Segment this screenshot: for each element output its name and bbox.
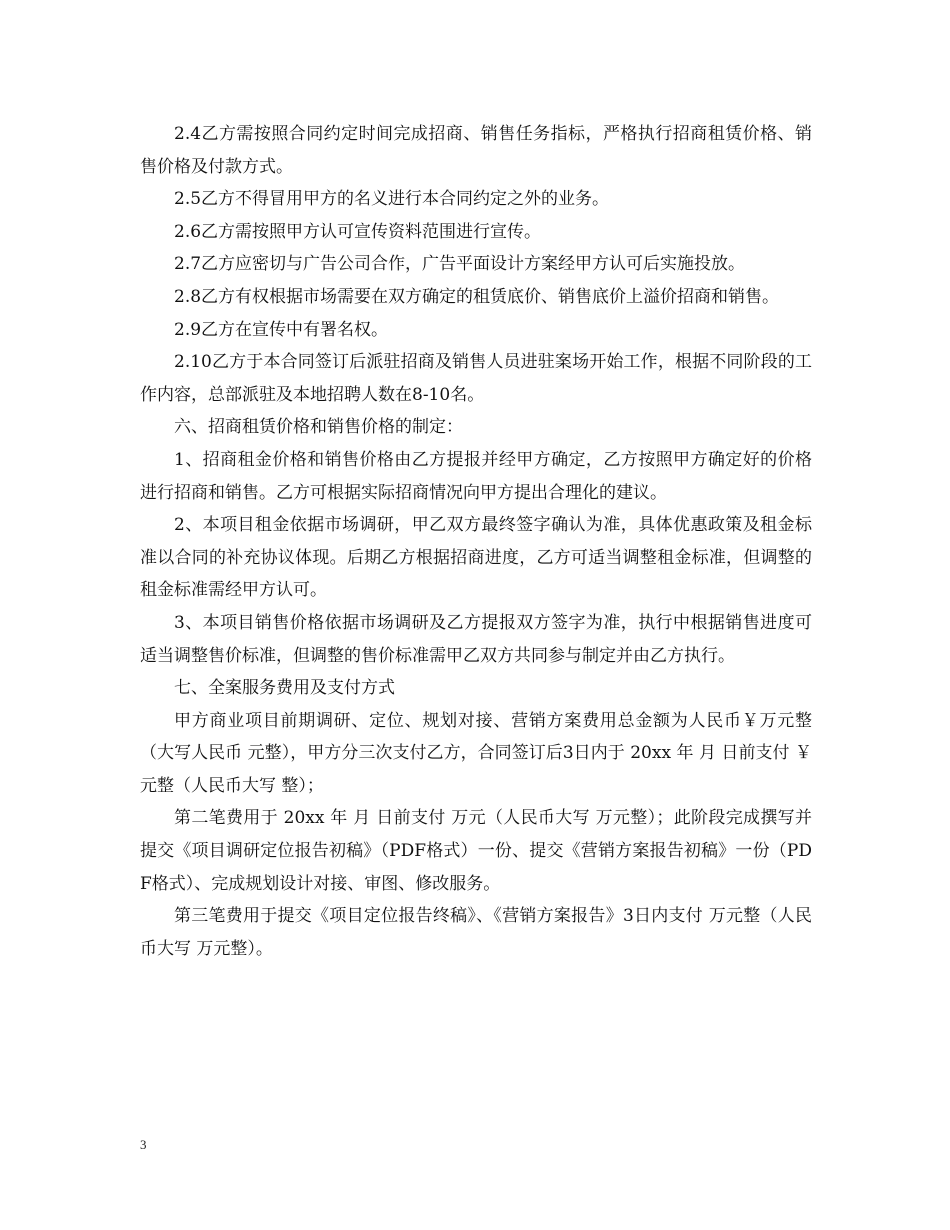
page-number: 3 bbox=[140, 1137, 147, 1152]
paragraph-2-10: 2.10乙方于本合同签订后派驻招商及销售人员进驻案场开始工作，根据不同阶段的工作内容，总部派驻及本地招聘人数在8-10名。 bbox=[140, 352, 812, 405]
paragraph-fee-third: 第三笔费用于提交《项目定位报告终稿》、《营销方案报告》3日内支付 万元整（人民币大写 万元整）。 bbox=[140, 906, 812, 959]
document-body bbox=[140, 118, 812, 965]
section-heading-seven: 七、全案服务费用及支付方式 bbox=[174, 678, 395, 699]
paragraph-2-7: 2.7乙方应密切与广告公司合作，广告平面设计方案经甲方认可后实施投放。 bbox=[174, 254, 746, 275]
paragraph-six-1: 1、招商租金价格和销售价格由乙方提报并经甲方确定，乙方按照甲方确定好的价格进行招商和销售。乙方可根据实际招商情况向甲方提出合理化的建议。 bbox=[140, 449, 812, 503]
paragraph-six-3: 3、本项目销售价格依据市场调研及乙方提报双方签字为准，执行中根据销售进度可适当调整售价标准，但调整的售价标准需甲乙双方共同参与制定并由乙方执行。 bbox=[140, 612, 812, 666]
paragraph-2-9: 2.9乙方在宣传中有署名权。 bbox=[174, 319, 389, 340]
paragraph-2-6: 2.6乙方需按照甲方认可宣传资料范围进行宣传。 bbox=[174, 221, 542, 242]
paragraph-2-4: 2.4乙方需按照合同约定时间完成招商、销售任务指标，严格执行招商租赁价格、销售价格及付款方式。 bbox=[140, 124, 812, 177]
paragraph-2-5: 2.5乙方不得冒用甲方的名义进行本合同约定之外的业务。 bbox=[174, 189, 610, 210]
section-heading-six: 六、招商租赁价格和销售价格的制定： bbox=[174, 417, 463, 438]
paragraph-fee-second: 第二笔费用于 20xx 年 月 日前支付 万元（人民币大写 万元整）；此阶段完成撰写并提交《项目调研定位报告初稿》（PDF格式）一份、提交《营销方案报告初稿》一份（PDF格式）、完成规划设计对接、审图、修改服务。 bbox=[140, 808, 812, 894]
paragraph-six-2: 2、本项目租金依据市场调研，甲乙双方最终签字确认为准，具体优惠政策及租金标准以合同的补充协议体现。后期乙方根据招商进度，乙方可适当调整租金标准，但调整的租金标准需经甲方认可。 bbox=[140, 515, 812, 601]
paragraph-fee-total: 甲方商业项目前期调研、定位、规划对接、营销方案费用总金额为人民币￥万元整（大写人民币 元整），甲方分三次支付乙方，合同签订后3日内于 20xx 年 月 日前支付 ￥ 元整（人民币大写 整）； bbox=[140, 710, 812, 796]
paragraph-2-8: 2.8乙方有权根据市场需要在双方确定的租赁底价、销售底价上溢价招商和销售。 bbox=[174, 286, 780, 307]
